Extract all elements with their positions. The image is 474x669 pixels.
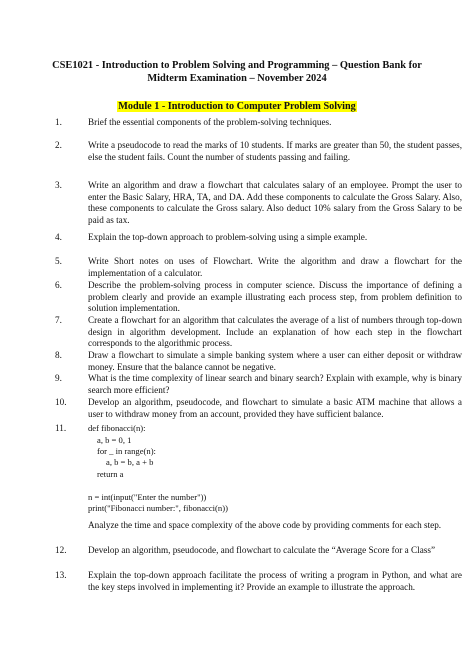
question-followup: Analyze the time and space complexity of the above code by providing comments for each step. (88, 520, 442, 530)
question-number: 13. (55, 570, 67, 580)
page-title (40, 59, 434, 85)
question-number: 9. (55, 373, 62, 383)
code-line: n = int(input("Enter the number")) (88, 492, 207, 502)
code-line: def fibonacci(n): (88, 423, 146, 433)
question-text: Write an algorithm and draw a flowchart that calculates salary of an employee. Prompt the user to enter the Basic Salary, HRA, TA, and DA. Add these components to calculate the Gross Salary. Also, these components to calculate the Gross salary. Also deduct 10% salary from the Gross Salary to be paid as tax. (88, 180, 462, 225)
question-text: Brief the essential components of the problem-solving techniques. (88, 117, 332, 127)
question-number: 1. (55, 117, 62, 127)
module-heading (0, 96, 474, 114)
question-text: Explain the top-down approach to problem-solving using a simple example. (88, 232, 368, 242)
question-text: Explain the top-down approach facilitate the process of writing a program in Python, and what are the key steps involved in implementing it? Provide an example to illustrate the approach. (88, 570, 462, 592)
module-label: Module 1 - Introduction to Computer Problem Solving (118, 101, 356, 112)
code-line: a, b = 0, 1 (97, 435, 132, 445)
code-line: return a (97, 469, 124, 479)
question-number: 12. (55, 545, 67, 555)
question-number: 2. (55, 140, 62, 150)
question-number: 8. (55, 350, 62, 360)
question-number: 4. (55, 232, 62, 242)
title-line-1: CSE1021 - Introduction to Problem Solving and Programming – Question Bank for (52, 60, 422, 71)
title-line-2: Midterm Examination – November 2024 (147, 73, 327, 84)
code-line: print("Fibonacci number:", fibonacci(n)) (88, 503, 228, 513)
question-text: Describe the problem-solving process in computer science. Discuss the importance of defining a problem clearly and provide an example illustrating each process step, from problem definition to solution implementation. (88, 280, 462, 313)
question-number: 11. (55, 423, 67, 433)
question-text: Develop an algorithm, pseudocode, and flowchart to simulate a basic ATM machine that allows a user to withdraw money from an account, provided they have sufficient balance. (88, 397, 462, 419)
question-number: 3. (55, 180, 62, 190)
question-number: 5. (55, 256, 62, 266)
question-number: 6. (55, 280, 62, 290)
question-text: Develop an algorithm, pseudocode, and flowchart to calculate the “Average Score for a Class” (88, 545, 436, 555)
code-line: a, b = b, a + b (106, 457, 154, 467)
question-text: Write a pseudocode to read the marks of 10 students. If marks are greater than 50, the student passes, else the student fails. Count the number of students passing and failing. (88, 140, 462, 162)
question-text: Write Short notes on uses of Flowchart. Write the algorithm and draw a flowchart for the implementation of a calculator. (88, 256, 462, 278)
question-number: 7. (55, 315, 62, 325)
question-text: Create a flowchart for an algorithm that calculates the average of a list of numbers through top-down design in algorithm development. Include an explanation of how each step in the flowchart corresponds to the algorithmic process. (88, 315, 462, 348)
question-text: Draw a flowchart to simulate a simple banking system where a user can either deposit or withdraw money. Ensure that the balance cannot be negative. (88, 350, 462, 372)
question-text: What is the time complexity of linear search and binary search? Explain with example, why is binary search more efficient? (88, 373, 462, 395)
question-number: 10. (55, 397, 67, 407)
code-line: for _ in range(n): (97, 446, 156, 456)
